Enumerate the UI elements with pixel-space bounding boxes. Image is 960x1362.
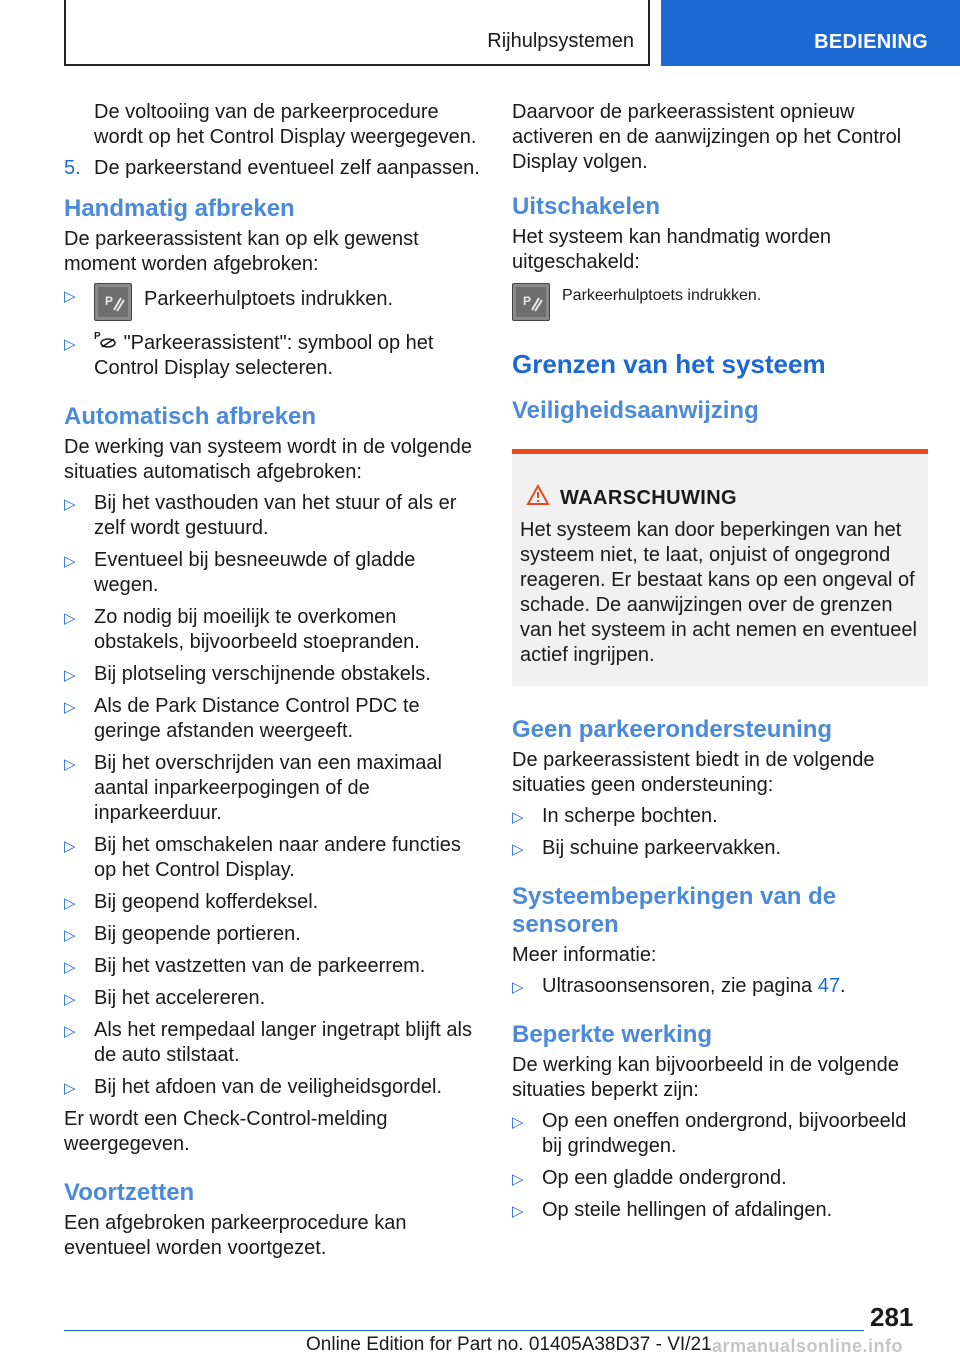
check-control-text: Er wordt een Check-Control-melding weergegeven. (64, 1108, 388, 1155)
header-section-box (64, 0, 650, 66)
heading-safety-note: Veiligheidsaanwijzing (512, 397, 759, 424)
limited-function-list (512, 1109, 928, 1223)
list-item (64, 1075, 482, 1100)
right-column (512, 100, 928, 1230)
svg-text:P: P (523, 294, 532, 308)
auto-cancel-text: De werking van systeem wordt in de volgende situaties automatisch afgebroken: (64, 436, 472, 483)
continue-text: Een afgebroken parkeerprocedure kan eventueel worden voortgezet. (64, 1212, 407, 1259)
header-chapter-title: BEDIENING (814, 31, 928, 53)
heading-no-parking-support: Geen parkeerondersteuning (512, 716, 833, 743)
switch-off-item (512, 283, 928, 321)
manual-cancel-list (64, 283, 482, 381)
triangle-bullet-icon: ▷ (64, 496, 76, 513)
list-item-text: Bij het omschakelen naar andere functies op het Control Display. (94, 834, 461, 881)
heading-switch-off: Uitschakelen (512, 193, 661, 220)
triangle-bullet-icon: ▷ (64, 553, 76, 570)
warning-title-text: WAARSCHUWING (560, 486, 738, 509)
heading-continue: Voortzetten (64, 1179, 195, 1206)
triangle-bullet-icon: ▷ (64, 699, 76, 716)
triangle-bullet-icon: ▷ (64, 667, 76, 684)
warning-title (520, 484, 920, 512)
list-item-text: Bij geopende portieren. (94, 923, 301, 945)
list-item-suffix: . (839, 975, 846, 997)
list-item (512, 1166, 928, 1191)
list-item (64, 548, 482, 598)
list-item (64, 694, 482, 744)
switch-off-item-text: Parkeerhulptoets indrukken. (562, 287, 762, 304)
list-item-text: Als het rempedaal langer ingetrapt blijft als de auto stilstaat. (94, 1019, 472, 1066)
list-item (64, 833, 482, 883)
list-item (512, 1198, 928, 1223)
warning-box (512, 449, 928, 686)
warning-text: Het systeem kan door beperkingen van het systeem niet, te laat, onjuist of ongegrond reageren. Er bestaat kans op een ongeval of schade. De aanwijzingen over de grenzen van het systeem in acht nemen en eventueel actief ingrijpen. (520, 519, 917, 666)
list-item (64, 922, 482, 947)
triangle-bullet-icon: ▷ (64, 991, 76, 1008)
svg-text:P: P (94, 331, 101, 342)
left-column (64, 100, 482, 1267)
no-support-text: De parkeerassistent biedt in de volgende situaties geen ondersteuning: (512, 749, 875, 796)
footer-edition: Online Edition for Part no. 01405A38D37 - VI/21 (306, 1334, 712, 1355)
header-chapter-box (661, 0, 960, 66)
page-reference-link[interactable]: 47 (817, 975, 840, 997)
watermark: armanualsonline.info (712, 1336, 904, 1356)
list-item (64, 1018, 482, 1068)
parking-assist-button-icon (512, 283, 550, 321)
list-item-text: Bij het vastzetten van de parkeerrem. (94, 955, 426, 977)
triangle-bullet-icon: ▷ (64, 1080, 76, 1097)
list-item (64, 890, 482, 915)
list-item (512, 974, 928, 999)
manual-cancel-text: De parkeerassistent kan op elk gewenst moment worden afgebroken: (64, 228, 419, 275)
list-item (64, 605, 482, 655)
step-number: 5. (64, 157, 81, 179)
header-section-title: Rijhulpsystemen (487, 30, 634, 52)
list-item-text: Bij het vasthouden van het stuur of als er zelf wordt gestuurd. (94, 492, 457, 539)
triangle-bullet-icon: ▷ (512, 1114, 524, 1131)
step-text: De parkeerstand eventueel zelf aanpassen. (94, 157, 480, 179)
footer-divider (64, 1330, 864, 1331)
list-item-text: Zo nodig bij moeilijk te overkomen obstakels, bijvoorbeeld stoepranden. (94, 606, 420, 653)
list-item-text: Ultrasoonsensoren, zie pagina (542, 975, 818, 997)
triangle-bullet-icon: ▷ (512, 979, 524, 996)
list-item-text: Bij het overschrijden van een maximaal aantal inparkeerpogingen of de inparkeerduur. (94, 752, 442, 824)
limited-function-text: De werking kan bijvoorbeeld in de volgende situaties beperkt zijn: (512, 1054, 899, 1101)
triangle-bullet-icon: ▷ (64, 756, 76, 773)
heading-system-limits: Grenzen van het systeem (512, 349, 826, 379)
list-item-text: Op een gladde ondergrond. (542, 1167, 787, 1189)
list-item (64, 751, 482, 826)
list-item-text: Op een oneffen ondergrond, bijvoorbeeld bij grindwegen. (542, 1110, 907, 1157)
sensor-limits-list (512, 974, 928, 999)
triangle-bullet-icon: ▷ (512, 841, 524, 858)
list-item-text: In scherpe bochten. (542, 805, 718, 827)
heading-manual-cancel: Handmatig afbreken (64, 195, 295, 222)
list-item-text: Bij geopend kofferdeksel. (94, 891, 319, 913)
list-item (512, 804, 928, 829)
sensor-limits-text: Meer informatie: (512, 944, 657, 966)
heading-limited-function: Beperkte werking (512, 1021, 713, 1048)
list-item (64, 331, 482, 381)
heading-sensor-limits: Systeembeperkingen van de sensoren (512, 883, 837, 938)
list-item-text: Bij schuine parkeervakken. (542, 837, 782, 859)
triangle-bullet-icon: ▷ (64, 1023, 76, 1040)
list-item-text: Parkeerhulptoets indrukken. (144, 288, 394, 310)
reactivate-text: Daarvoor de parkeerassistent opnieuw activeren en de aanwijzingen op het Control Display volgen. (512, 101, 902, 173)
list-item-text: "Parkeerassistent": symbool op het Control Display selecteren. (94, 332, 434, 379)
list-item (64, 986, 482, 1011)
svg-text:P: P (105, 294, 114, 308)
parking-assistant-symbol-icon (94, 331, 118, 349)
no-support-list (512, 804, 928, 861)
auto-cancel-list (64, 491, 482, 1100)
triangle-bullet-icon: ▷ (64, 838, 76, 855)
list-item (64, 491, 482, 541)
list-item (64, 954, 482, 979)
triangle-bullet-icon: ▷ (512, 1203, 524, 1220)
triangle-bullet-icon: ▷ (64, 288, 76, 305)
switch-off-text: Het systeem kan handmatig worden uitgeschakeld: (512, 226, 832, 273)
triangle-bullet-icon: ▷ (512, 809, 524, 826)
intro-text: De voltooiing van de parkeerprocedure wordt op het Control Display weergegeven. (94, 101, 477, 148)
triangle-bullet-icon: ▷ (64, 927, 76, 944)
heading-auto-cancel: Automatisch afbreken (64, 403, 317, 430)
list-item (64, 662, 482, 687)
parking-assist-button-icon (94, 283, 132, 321)
triangle-bullet-icon: ▷ (64, 959, 76, 976)
page-number: 281 (870, 1302, 914, 1332)
triangle-bullet-icon: ▷ (64, 895, 76, 912)
list-item-text: Bij het afdoen van de veiligheidsgordel. (94, 1076, 443, 1098)
list-item-text: Bij plotseling verschijnende obstakels. (94, 663, 431, 685)
triangle-bullet-icon: ▷ (512, 1171, 524, 1188)
step-5 (64, 156, 482, 181)
warning-triangle-icon (526, 484, 550, 512)
list-item (512, 836, 928, 861)
triangle-bullet-icon: ▷ (64, 336, 76, 353)
list-item-text: Op steile hellingen of afdalingen. (542, 1199, 833, 1221)
list-item (512, 1109, 928, 1159)
list-item (64, 283, 482, 321)
triangle-bullet-icon: ▷ (64, 610, 76, 627)
list-item-text: Als de Park Distance Control PDC te geringe afstanden weergeeft. (94, 695, 420, 742)
list-item-text: Bij het accelereren. (94, 987, 266, 1009)
list-item-text: Eventueel bij besneeuwde of gladde wegen. (94, 549, 416, 596)
